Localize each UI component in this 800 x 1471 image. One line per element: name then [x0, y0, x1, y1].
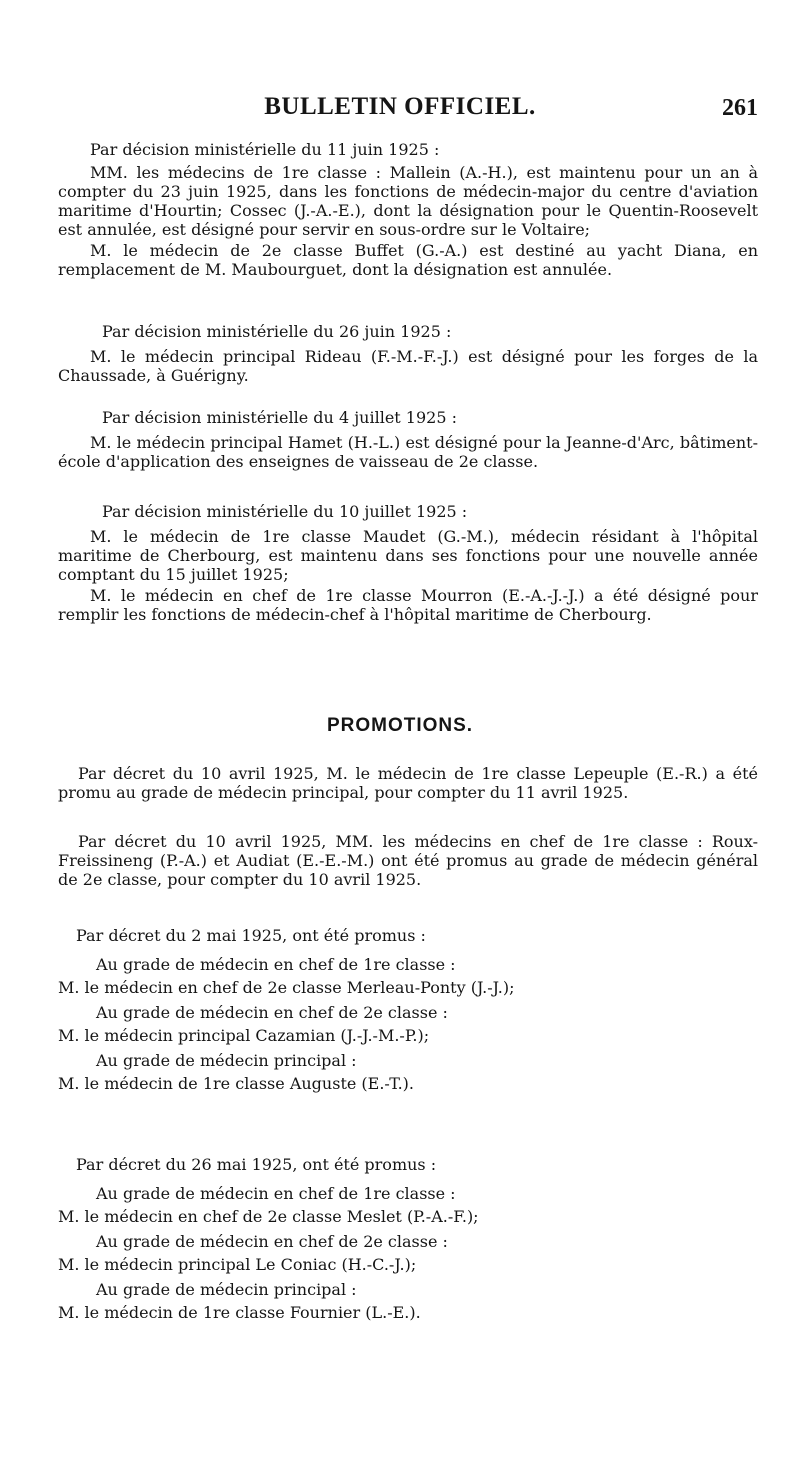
grade-heading: Au grade de médecin en chef de 2e classe :: [96, 1232, 448, 1251]
promotion-entry: M. le médecin principal Cazamian (J.-J.-M.-P.);: [58, 1026, 430, 1045]
promotion-entry: M. le médecin en chef de 2e classe Merleau-Ponty (J.-J.);: [58, 978, 515, 997]
decree-paragraph: Par décret du 10 avril 1925, MM. les médecins en chef de 1re classe : Roux-Freissineng (P.-A.) et Audiat (E.-E.-M.) ont été promus au grade de médecin général de 2e classe, pour compter du 10 avril 1925.: [58, 832, 758, 889]
grade-heading: Au grade de médecin en chef de 2e classe :: [96, 1003, 448, 1022]
page-number: 261: [722, 95, 758, 121]
decision-paragraph: MM. les médecins de 1re classe : Mallein (A.-H.), est maintenu pour un an à compter du 23 juin 1925, dans les fonctions de médecin-major du centre d'aviation maritime d'Hourtin; Cossec (J.-A.-E.), dont la désignation pour le Quentin-Roosevelt est annulée, est désigné pour servir en sous-ordre sur le Voltaire;: [58, 163, 758, 239]
promotion-decree: [58, 926, 758, 1093]
decree-heading: Par décret du 2 mai 1925, ont été promus :: [76, 926, 426, 945]
decision-block: [58, 140, 758, 279]
promotion-entry: M. le médecin de 1re classe Fournier (L.-E.).: [58, 1303, 421, 1322]
decision-paragraph: M. le médecin principal Hamet (H.-L.) est désigné pour la Jeanne-d'Arc, bâtiment-école d'application des enseignes de vaisseau de 2e classe.: [58, 433, 758, 471]
promotion-entry: M. le médecin principal Le Coniac (H.-C.-J.);: [58, 1255, 417, 1274]
decree-heading: Par décret du 26 mai 1925, ont été promus :: [76, 1155, 437, 1174]
grade-heading: Au grade de médecin en chef de 1re classe :: [96, 1184, 456, 1203]
promotion-entry: M. le médecin de 1re classe Auguste (E.-T.).: [58, 1074, 414, 1093]
decision-block: [58, 408, 758, 471]
decision-block: [58, 322, 758, 385]
decision-heading: Par décision ministérielle du 26 juin 1925 :: [102, 322, 452, 341]
promotion-decree: [58, 832, 758, 889]
grade-heading: Au grade de médecin en chef de 1re classe :: [96, 955, 456, 974]
grade-heading: Au grade de médecin principal :: [96, 1280, 357, 1299]
decision-paragraph: M. le médecin de 2e classe Buffet (G.-A.) est destiné au yacht Diana, en remplacement de M. Maubourguet, dont la désignation est annulée.: [58, 241, 758, 279]
decree-paragraph: Par décret du 10 avril 1925, M. le médecin de 1re classe Lepeuple (E.-R.) a été promu au grade de médecin principal, pour compter du 11 avril 1925.: [58, 764, 758, 802]
decision-heading: Par décision ministérielle du 11 juin 1925 :: [90, 140, 440, 159]
decision-paragraph: M. le médecin principal Rideau (F.-M.-F.-J.) est désigné pour les forges de la Chaussade, à Guérigny.: [58, 347, 758, 385]
section-title: PROMOTIONS.: [326, 715, 474, 736]
decision-paragraph: M. le médecin en chef de 1re classe Mourron (E.-A.-J.-J.) a été désigné pour remplir les fonctions de médecin-chef à l'hôpital maritime de Cherbourg.: [58, 586, 758, 624]
decision-heading: Par décision ministérielle du 4 juillet 1925 :: [102, 408, 457, 427]
promotion-decree: [58, 1155, 758, 1322]
decision-heading: Par décision ministérielle du 10 juillet 1925 :: [102, 502, 468, 521]
page-header: [0, 93, 800, 127]
grade-heading: Au grade de médecin principal :: [96, 1051, 357, 1070]
decision-paragraph: M. le médecin de 1re classe Maudet (G.-M.), médecin résidant à l'hôpital maritime de Cherbourg, est maintenu dans ses fonctions pour une nouvelle année comptant du 15 juillet 1925;: [58, 527, 758, 584]
running-title: BULLETIN OFFICIEL.: [264, 93, 536, 120]
promotion-decree: [58, 764, 758, 802]
promotion-entry: M. le médecin en chef de 2e classe Meslet (P.-A.-F.);: [58, 1207, 479, 1226]
decision-block: [58, 502, 758, 624]
